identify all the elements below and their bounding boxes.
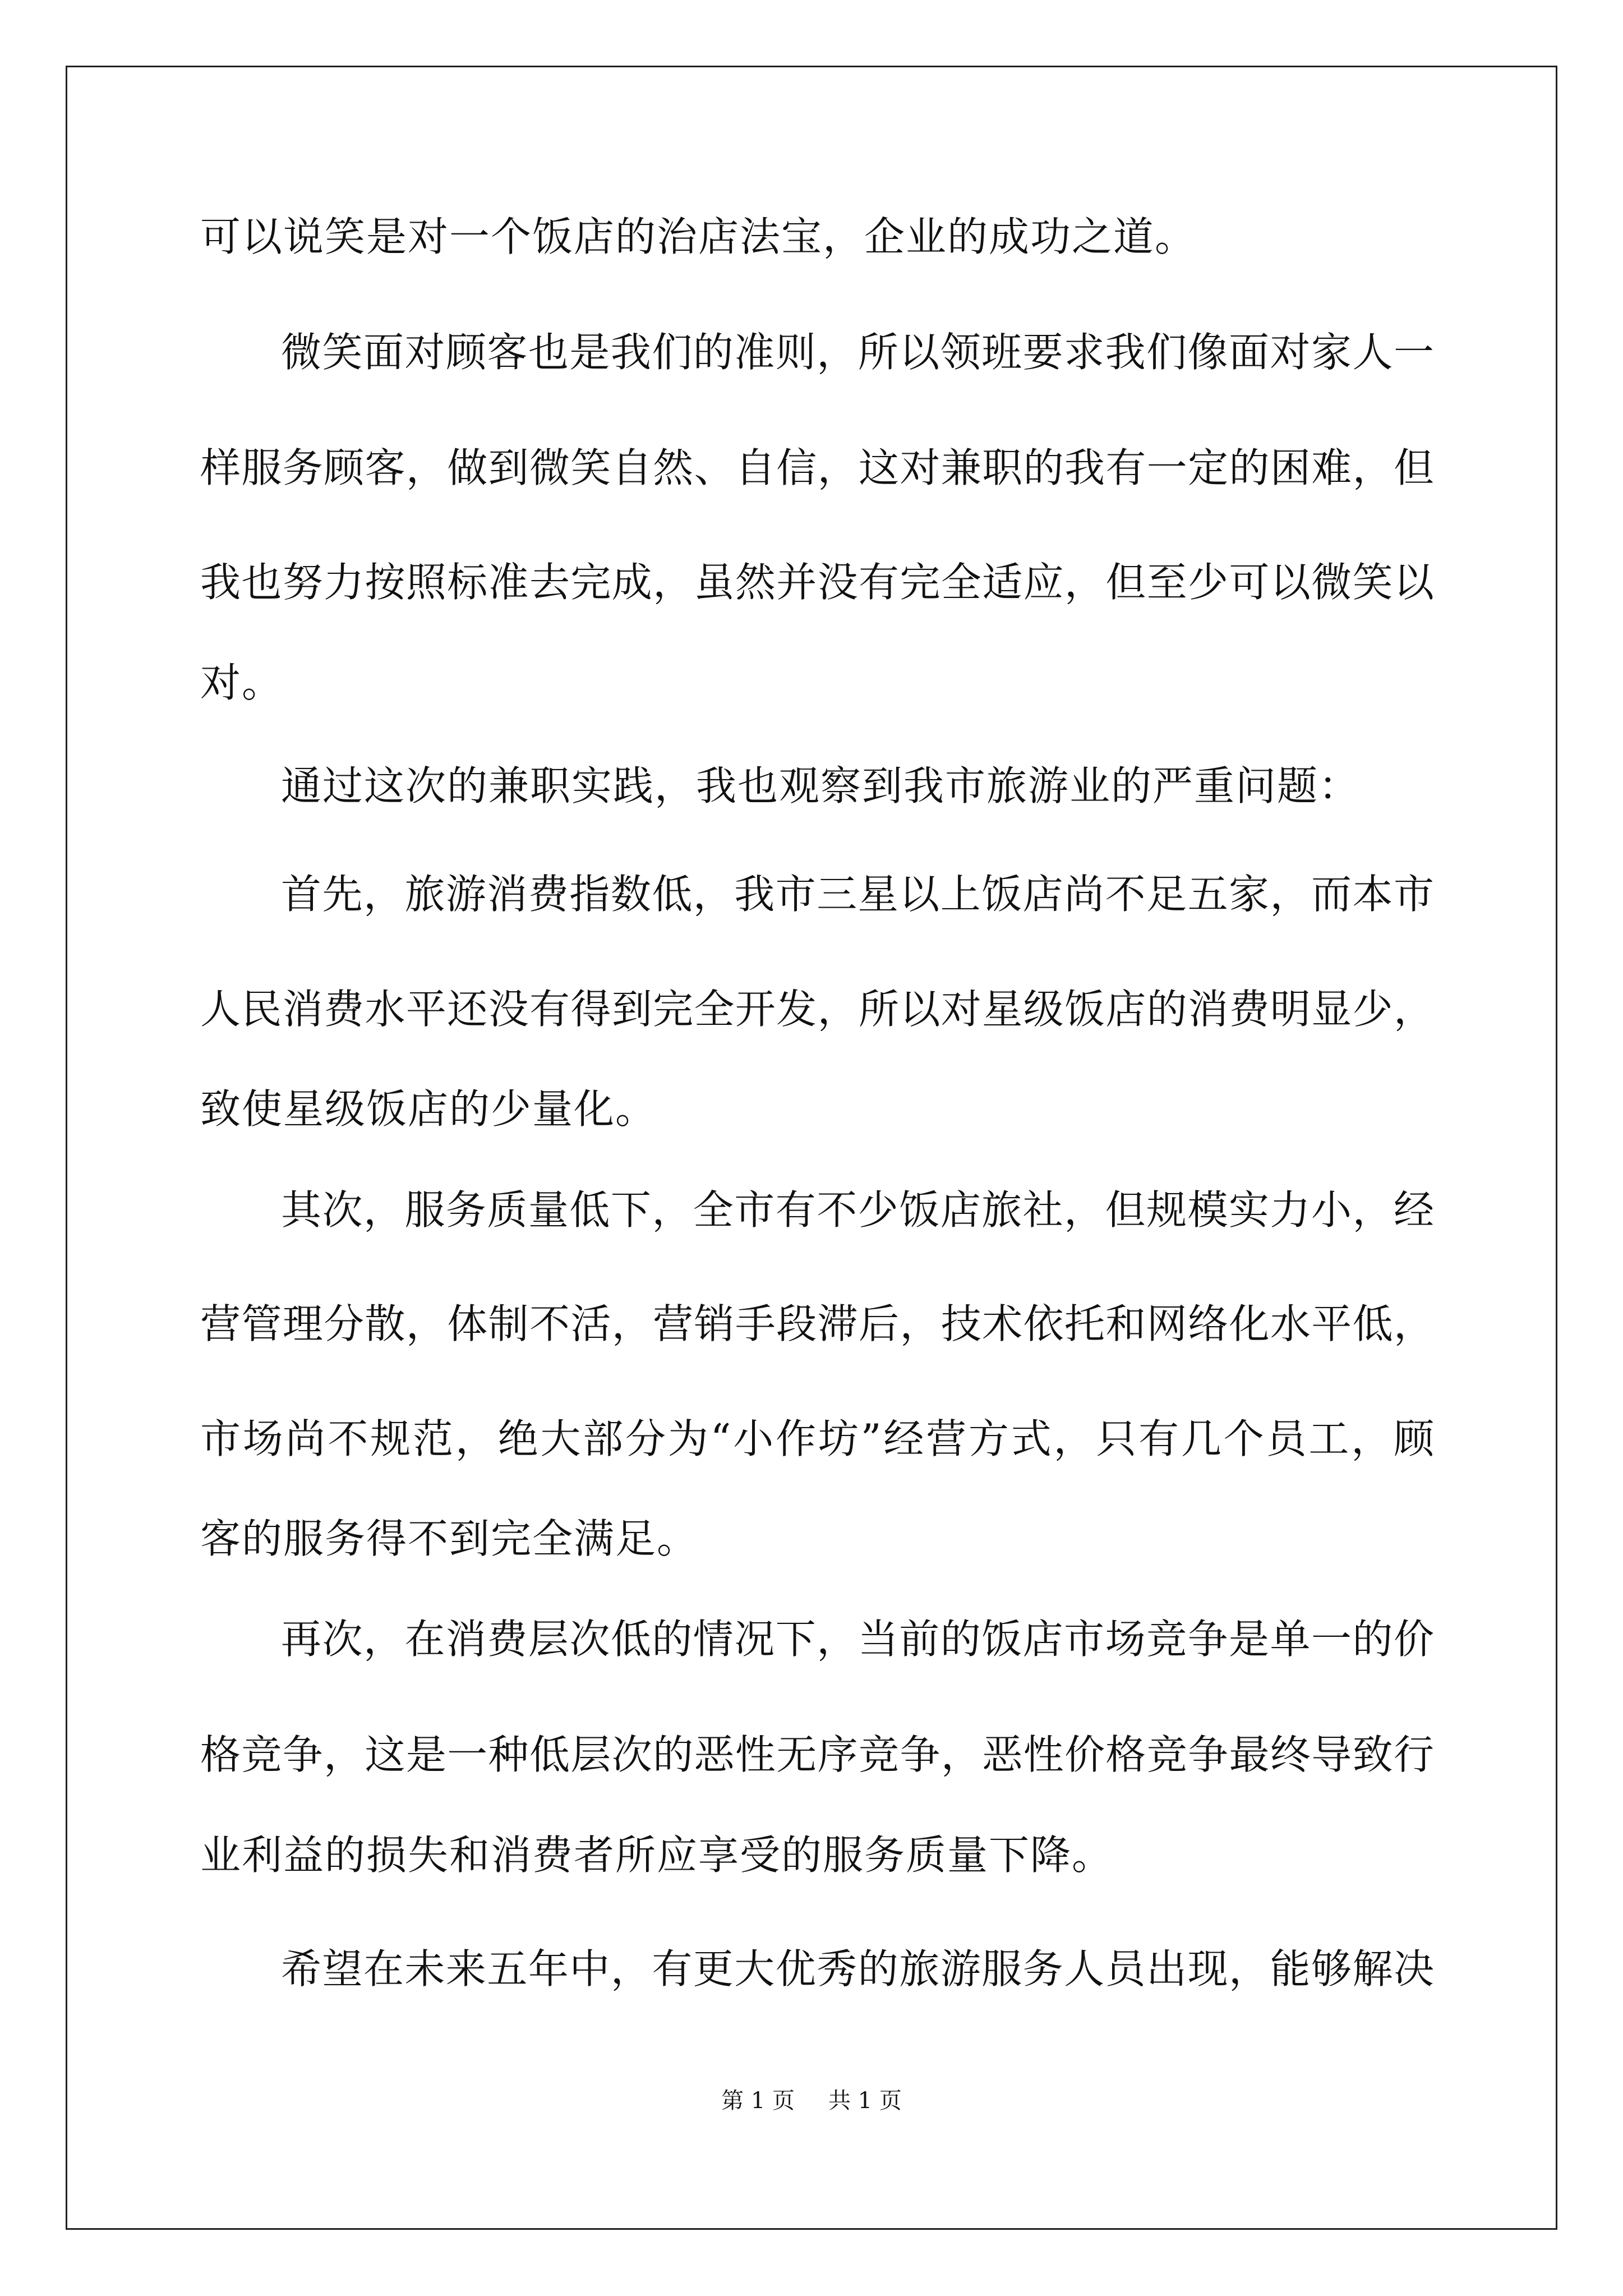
text-line: 其次，服务质量低下，全市有不少饭店旅社，但规模实力小，经 [281,1186,1434,1234]
text-line: 营管理分散，体制不活，营销手段滞后，技术依托和网络化水平低， [200,1300,1434,1347]
text-line: 市场尚不规范，绝大部分为“小作坊”经营方式，只有几个员工，顾 [200,1415,1434,1462]
page-footer [0,2087,1623,2115]
text-line: 再次，在消费层次低的情况下，当前的饭店市场竞争是单一的价 [281,1616,1434,1663]
text-line: 人民消费水平还没有得到完全开发，所以对星级饭店的消费明显少， [200,986,1434,1033]
text-line: 我也努力按照标准去完成，虽然并没有完全适应，但至少可以微笑以 [200,559,1434,606]
text-line: 客的服务得不到完全满足。 [200,1515,699,1562]
text-line: 微笑面对顾客也是我们的准则，所以领班要求我们像面对家人一 [281,329,1434,376]
text-line: 业利益的损失和消费者所应享受的服务质量下降。 [200,1832,1114,1879]
text-line: 致使星级饭店的少量化。 [200,1085,657,1133]
text-line: 对。 [200,659,284,706]
page-number: 第 1 页 [721,2088,795,2114]
page-border [66,66,1557,2230]
text-line: 通过这次的兼职实践，我也观察到我市旅游业的严重问题： [281,762,1361,809]
text-line: 样服务顾客，做到微笑自然、自信，这对兼职的我有一定的困难，但 [200,444,1434,491]
text-line: 首先，旅游消费指数低，我市三星以上饭店尚不足五家，而本市 [281,871,1434,918]
text-line: 格竞争，这是一种低层次的恶性无序竞争，恶性价格竞争最终导致行 [200,1731,1434,1778]
text-line: 希望在未来五年中，有更大优秀的旅游服务人员出现，能够解决 [281,1945,1434,1993]
page-total: 共 1 页 [828,2088,902,2114]
text-line: 可以说笑是对一个饭店的治店法宝，企业的成功之道。 [200,213,1197,260]
